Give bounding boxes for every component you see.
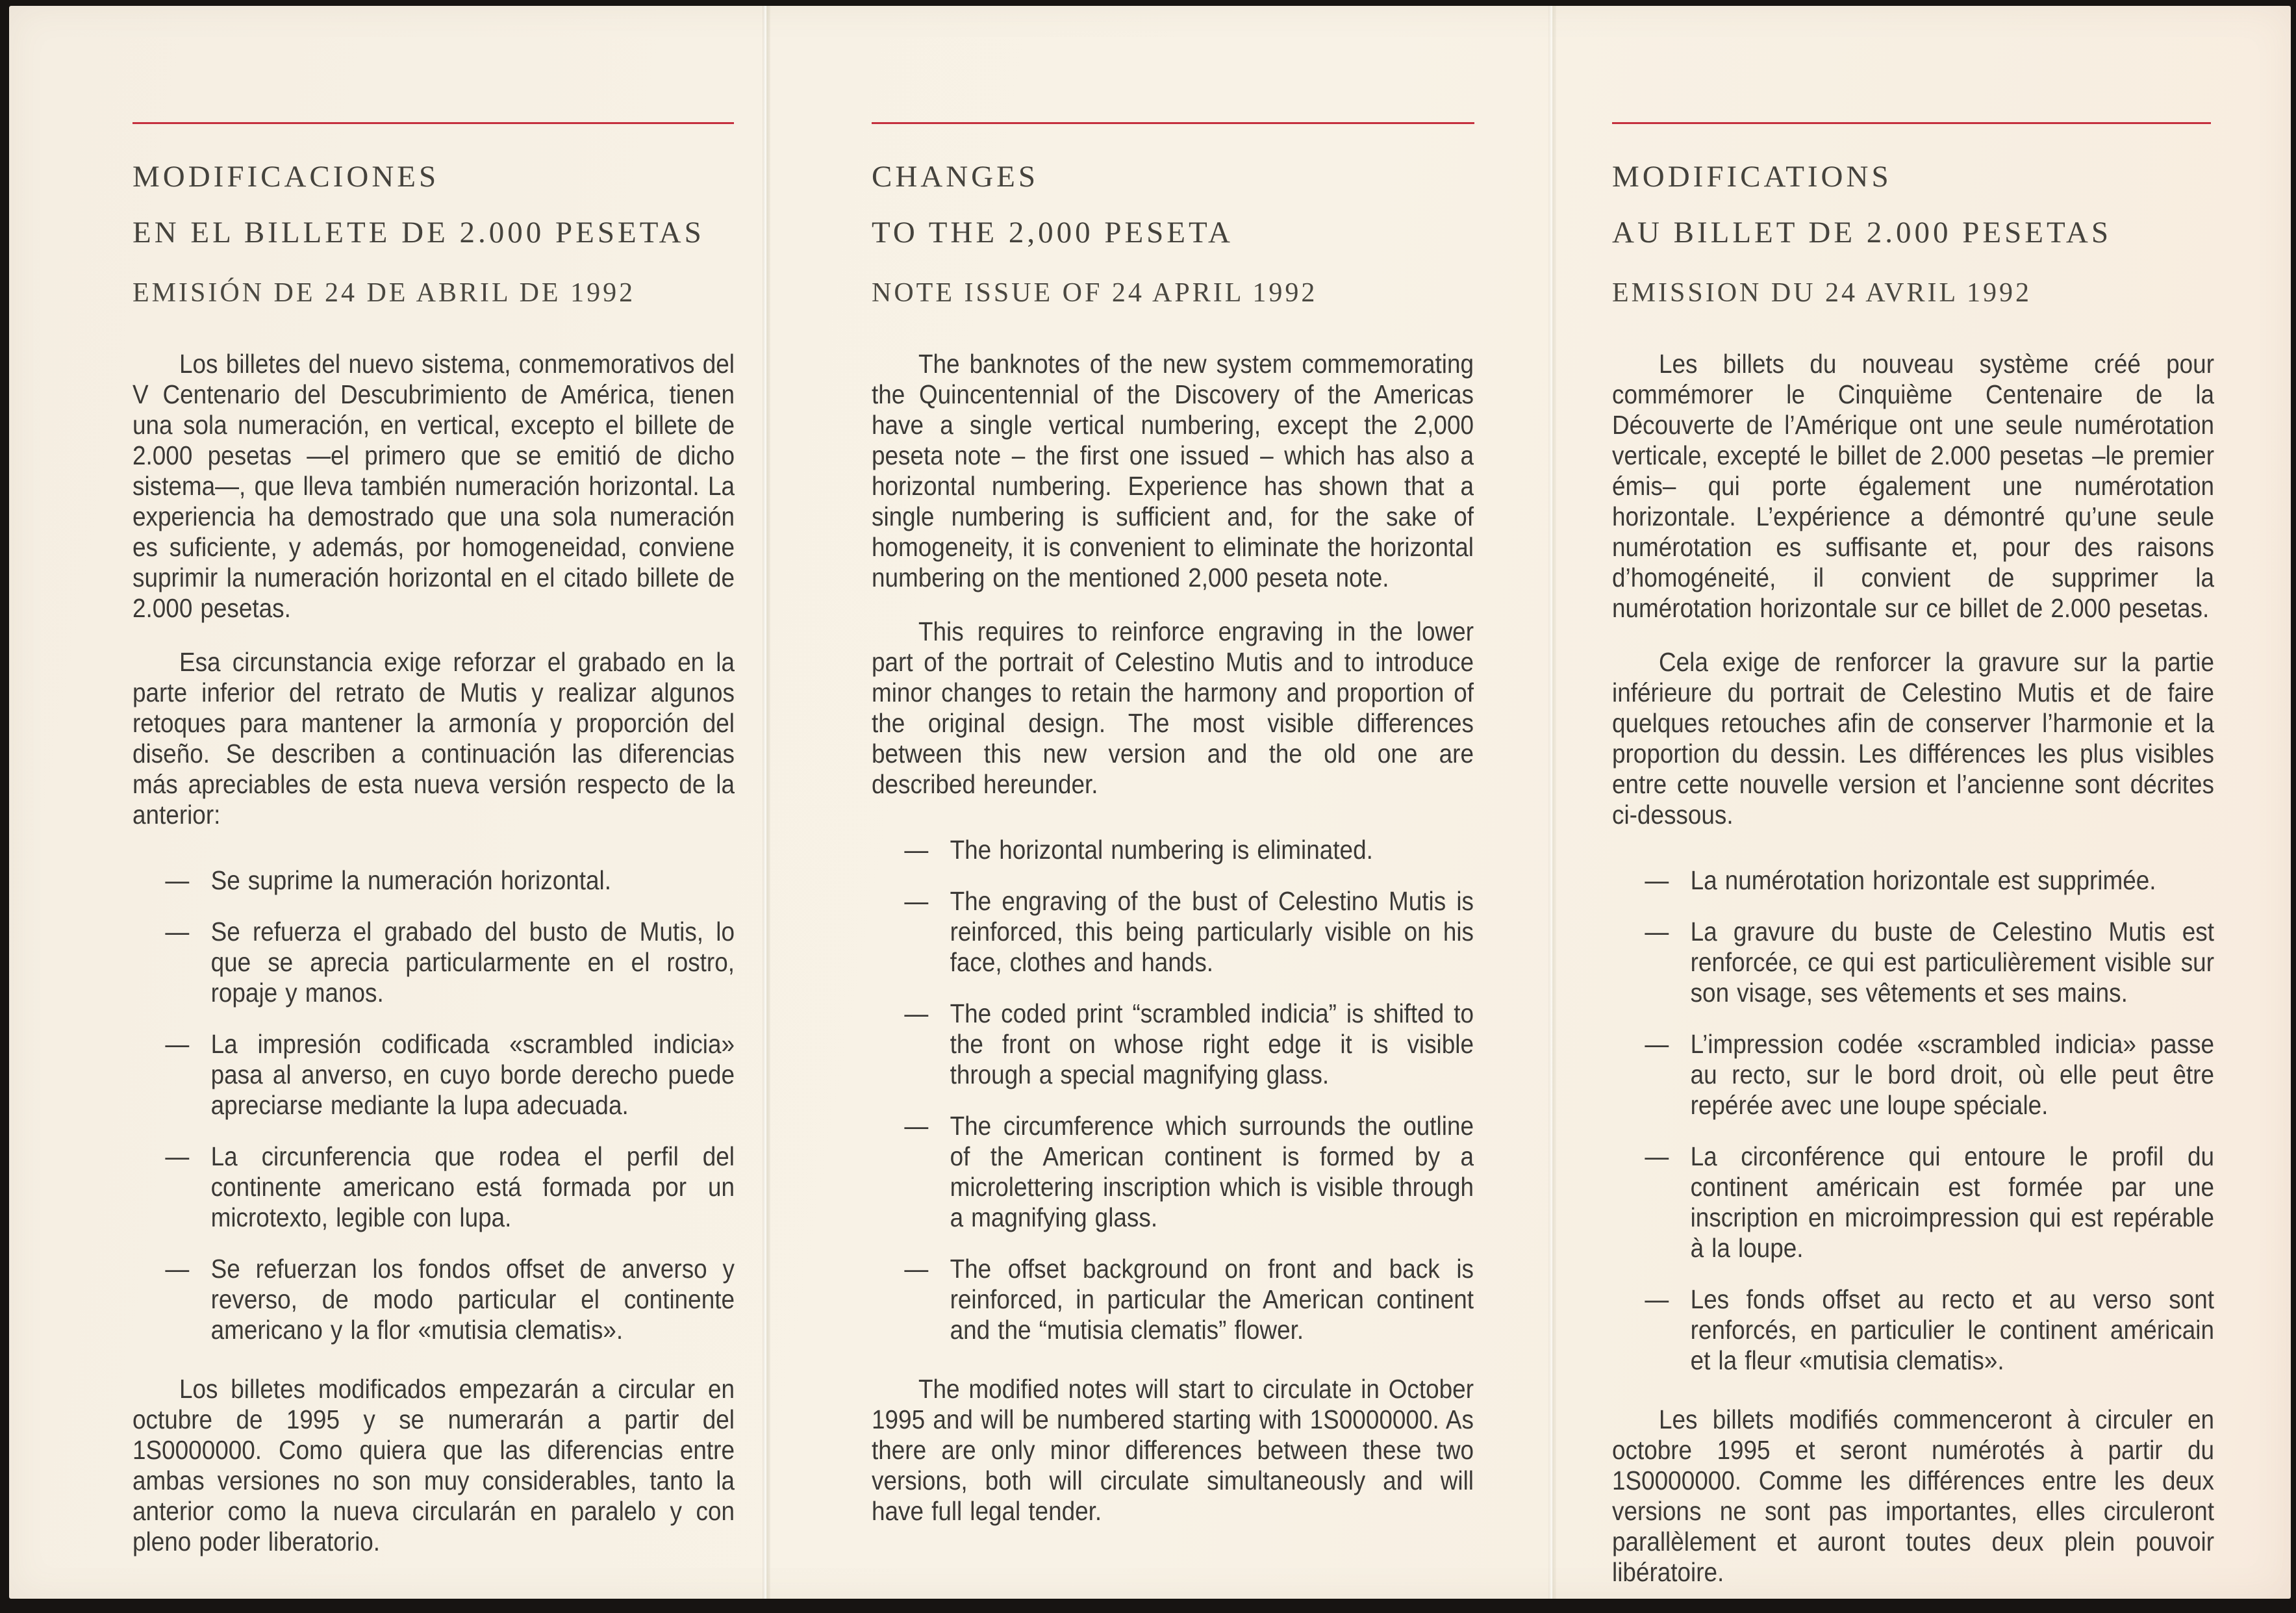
bullet-dash: — xyxy=(904,1111,929,1141)
panel-title-line: MODIFICATIONS xyxy=(1612,160,1892,194)
bullet-list xyxy=(1612,865,2214,1376)
panel-body xyxy=(1612,349,2214,1588)
paragraph: Les billets du nouveau système créé pour commémorer le Cinquième Centenaire de la Découverte de l’Amérique ont une seule numérotation verticale, excepté le billet de 2.000 pesetas –le premier émis– qui porte également une numérotation horizontale. L’expérience a démontré qu’une seule numérotation es suffisante et, pour des raisons d’homogéneité, il convient de supprimer la numérotation horizontale sur ce billet de 2.000 pesetas. xyxy=(1612,349,2214,623)
panel-english xyxy=(872,0,1474,1527)
bullet-text: The offset background on front and back is reinforced, in particular the American continent and the “mutisia clematis” flower. xyxy=(950,1254,1474,1345)
bullet-text: Se refuerza el grabado del busto de Mutis, lo que se aprecia particularmente en el rostro, ropaje y manos. xyxy=(210,917,735,1008)
bullet-item xyxy=(1612,1141,2214,1264)
bullet-text: La impresión codificada «scrambled indicia» pasa al anverso, en cuyo borde derecho puede apreciarse mediante la lupa adecuada. xyxy=(210,1029,735,1120)
bullet-dash: — xyxy=(904,886,929,916)
bullet-dash: — xyxy=(165,1029,190,1059)
panel-title xyxy=(132,149,734,260)
bullet-item xyxy=(132,917,735,1008)
bullet-dash: — xyxy=(165,917,190,946)
bullet-dash: — xyxy=(1645,1029,1669,1059)
closing-paragraph: The modified notes will start to circulate in October 1995 and will be numbered starting with 1S0000000. As there are only minor differences between these two versions, both will circulate simultaneously and will have full legal tender. xyxy=(872,1374,1474,1526)
bullet-item xyxy=(872,1254,1474,1345)
panel-title xyxy=(1612,149,2211,260)
bullet-text: The horizontal numbering is eliminated. xyxy=(950,835,1373,865)
bullet-item xyxy=(1612,1029,2214,1121)
panel-title-line: CHANGES xyxy=(872,160,1039,194)
paragraph: This requires to reinforce engraving in the lower part of the portrait of Celestino Mutis and to introduce minor changes to retain the harmony and proportion of the original design. The most visible differences between this new version and the old one are described hereunder. xyxy=(872,616,1474,799)
bullet-text: Les fonds offset au recto et au verso sont renforcés, en particulier le continent américain et la fleur «mutisia clematis». xyxy=(1690,1284,2214,1375)
bullet-text: La circunferencia que rodea el perfil del continente americano está formada por un microtexto, legible con lupa. xyxy=(210,1141,735,1232)
panel-title-line: MODIFICACIONES xyxy=(132,160,440,194)
bullet-item xyxy=(872,835,1474,865)
bullet-text: L’impression codée «scrambled indicia» passe au recto, sur le bord droit, où elle peut être repérée avec une loupe spéciale. xyxy=(1690,1029,2214,1120)
panel-spanish xyxy=(132,0,734,1557)
bullet-item xyxy=(132,1029,735,1121)
bullet-dash: — xyxy=(904,1254,929,1284)
bullet-text: Se suprime la numeración horizontal. xyxy=(210,865,611,895)
panel-body xyxy=(872,349,1474,1527)
bullet-text: La numérotation horizontale est supprimée. xyxy=(1690,865,2156,895)
closing-paragraph: Les billets modifiés commenceront à circuler en octobre 1995 et seront numérotés à partir du 1S0000000. Comme les différences entre les deux versions ne sont pas importantes, elles circuleront parallèlement et auront toutes deux plein pouvoir libératoire. xyxy=(1612,1404,2214,1587)
bullet-item xyxy=(1612,865,2214,896)
red-divider-rule xyxy=(872,122,1474,124)
panel-french xyxy=(1612,0,2214,1588)
bullet-text: The circumference which surrounds the outline of the American continent is formed by a microlettering inscription which is visible through a magnifying glass. xyxy=(950,1111,1474,1232)
bullet-dash: — xyxy=(904,835,929,865)
red-divider-rule xyxy=(1612,122,2211,124)
bullet-list xyxy=(872,835,1474,1345)
bullet-dash: — xyxy=(904,998,929,1028)
bullet-dash: — xyxy=(1645,865,1669,895)
bullet-text: The engraving of the bust of Celestino Mutis is reinforced, this being particularly visible on his face, clothes and hands. xyxy=(950,886,1474,977)
closing-paragraph: Los billetes modificados empezarán a circular en octubre de 1995 y se numerarán a partir del 1S0000000. Como quiera que las diferencias entre ambas versiones no son muy considerables, tanto la anterior como la nueva circularán en paralelo y con pleno poder liberatorio. xyxy=(132,1374,735,1556)
bullet-dash: — xyxy=(165,1141,190,1171)
bullet-dash: — xyxy=(1645,917,1669,946)
paragraph: Los billetes del nuevo sistema, conmemorativos del V Centenario del Descubrimiento de América, tienen una sola numeración, en vertical, excepto el billete de 2.000 pesetas —el primero que se emitió de dicho sistema—, que lleva también numeración horizontal. La experiencia ha demostrado que una sola numeración es suficiente, y además, por homogeneidad, conviene suprimir la numeración horizontal en el citado billete de 2.000 pesetas. xyxy=(132,349,735,623)
bullet-item xyxy=(132,865,735,896)
bullet-list xyxy=(132,865,735,1345)
bullet-text: Se refuerzan los fondos offset de anverso y reverso, de modo particular el continente americano y la flor «mutisia clematis». xyxy=(210,1254,735,1345)
bullet-text: La circonférence qui entoure le profil du continent américain est formée par une inscription en microimpression qui est repérable à la loupe. xyxy=(1690,1141,2214,1263)
bullet-item xyxy=(132,1141,735,1233)
bullet-item xyxy=(1612,1284,2214,1376)
paragraph: The banknotes of the new system commemorating the Quincentennial of the Discovery of the Americas have a single vertical numbering, except the 2,000 peseta note – the first one issued – which has also a horizontal numbering. Experience has shown that a single numbering is sufficient and, for the sake of homogeneity, it is convenient to eliminate the horizontal numbering on the mentioned 2,000 peseta note. xyxy=(872,349,1474,592)
panel-title xyxy=(872,149,1474,260)
panel-title-line: TO THE 2,000 PESETA xyxy=(872,216,1233,249)
bullet-dash: — xyxy=(1645,1141,1669,1171)
paragraph: Cela exige de renforcer la gravure sur la partie inférieure du portrait de Celestino Mutis et de faire quelques retouches afin de conserver l’harmonie et la proportion du dessin. Les différences les plus visibles entre cette nouvelle version et l’ancienne sont décrites ci-dessous. xyxy=(1612,647,2214,830)
bullet-item xyxy=(132,1254,735,1345)
panel-subtitle: EMISIÓN DE 24 DE ABRIL DE 1992 xyxy=(132,278,636,308)
bullet-text: La gravure du buste de Celestino Mutis est renforcée, ce qui est particulièrement visible sur son visage, ses vêtements et ses mains. xyxy=(1690,917,2214,1008)
bullet-item xyxy=(872,1111,1474,1233)
bullet-item xyxy=(872,998,1474,1090)
panel-title-line: AU BILLET DE 2.000 PESETAS xyxy=(1612,216,2112,249)
bullet-item xyxy=(872,886,1474,978)
bullet-dash: — xyxy=(165,1254,190,1284)
panel-title-line: EN EL BILLETE DE 2.000 PESETAS xyxy=(132,216,705,249)
bullet-dash: — xyxy=(1645,1284,1669,1314)
panel-subtitle: EMISSION DU 24 AVRIL 1992 xyxy=(1612,278,2032,308)
bullet-item xyxy=(1612,917,2214,1008)
panel-body xyxy=(132,349,735,1557)
bullet-text: The coded print “scrambled indicia” is shifted to the front on whose right edge it is visible through a special magnifying glass. xyxy=(950,998,1474,1089)
paragraph: Esa circunstancia exige reforzar el grabado en la parte inferior del retrato de Mutis y realizar algunos retoques para mantener la armonía y proporción del diseño. Se describen a continuación las diferencias más apreciables de esta nueva versión respecto de la anterior: xyxy=(132,647,735,830)
panel-subtitle: NOTE ISSUE OF 24 APRIL 1992 xyxy=(872,278,1318,308)
red-divider-rule xyxy=(132,122,734,124)
bullet-dash: — xyxy=(165,865,190,895)
